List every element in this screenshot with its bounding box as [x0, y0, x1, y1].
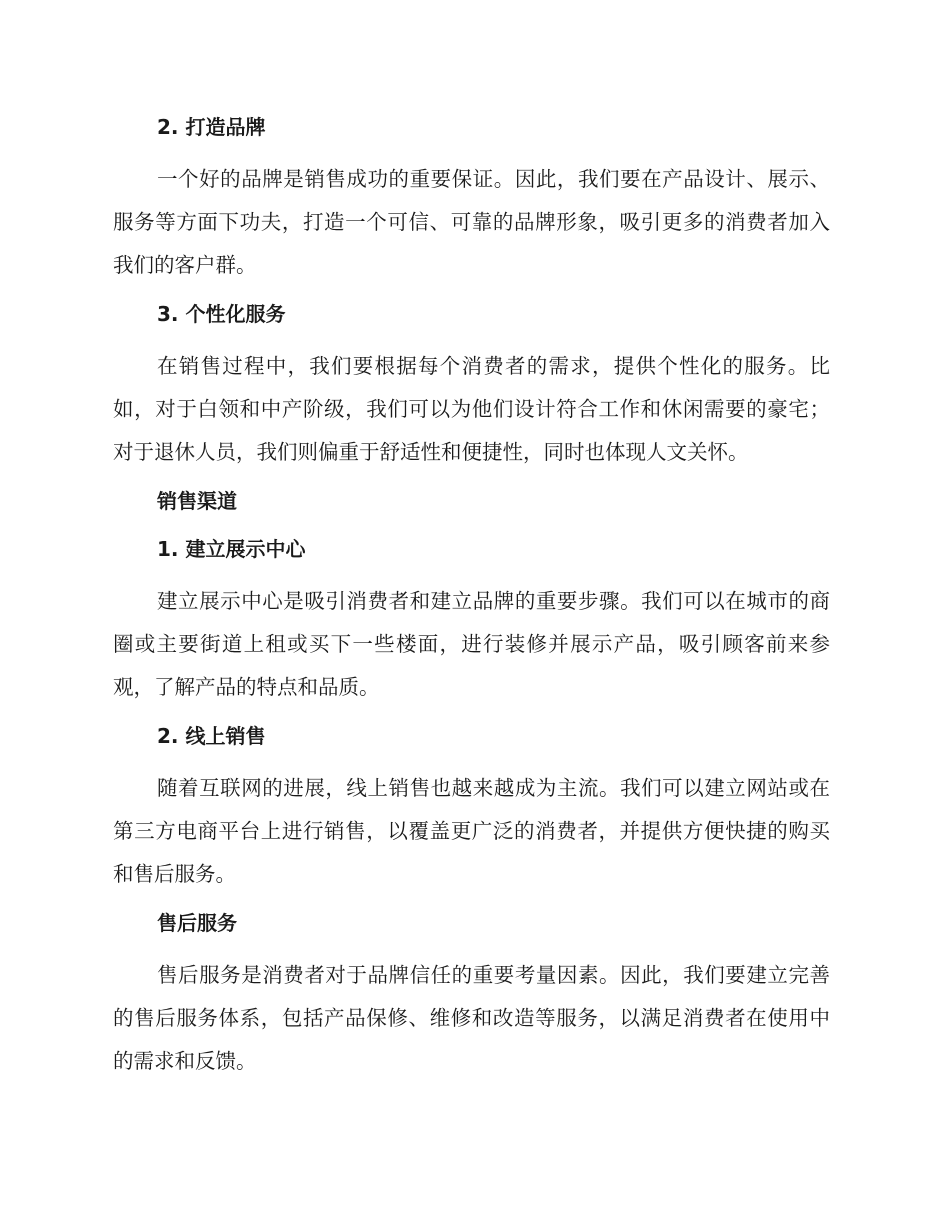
section-heading-online-sales: 2. 线上销售 [157, 724, 266, 748]
document-body [113, 110, 830, 1083]
paragraph-showroom: 建立展示中心是吸引消费者和建立品牌的重要步骤。我们可以在城市的商圈或主要街道上租或买下一些楼面，进行装修并展示产品，吸引顾客前来参观，了解产品的特点和品质。 [113, 589, 830, 699]
section-heading-build-brand: 2. 打造品牌 [157, 115, 266, 139]
paragraph-after-sales: 售后服务是消费者对于品牌信任的重要考量因素。因此，我们要建立完善的售后服务体系，包括产品保修、维修和改造等服务，以满足消费者在使用中的需求和反馈。 [113, 963, 830, 1073]
section-heading-after-sales: 售后服务 [157, 911, 237, 935]
paragraph-build-brand: 一个好的品牌是销售成功的重要保证。因此，我们要在产品设计、展示、服务等方面下功夫，打造一个可信、可靠的品牌形象，吸引更多的消费者加入我们的客户群。 [113, 167, 830, 277]
section-heading-showroom: 1. 建立展示中心 [157, 537, 306, 561]
section-heading-personalized-service: 3. 个性化服务 [157, 302, 286, 326]
paragraph-personalized-service: 在销售过程中，我们要根据每个消费者的需求，提供个性化的服务。比如，对于白领和中产阶级，我们可以为他们设计符合工作和休闲需要的豪宅；对于退休人员，我们则偏重于舒适性和便捷性，同时也体现人文关怀。 [113, 354, 830, 464]
section-heading-sales-channels: 销售渠道 [157, 489, 237, 513]
paragraph-online-sales: 随着互联网的进展，线上销售也越来越成为主流。我们可以建立网站或在第三方电商平台上进行销售，以覆盖更广泛的消费者，并提供方便快捷的购买和售后服务。 [113, 776, 830, 886]
